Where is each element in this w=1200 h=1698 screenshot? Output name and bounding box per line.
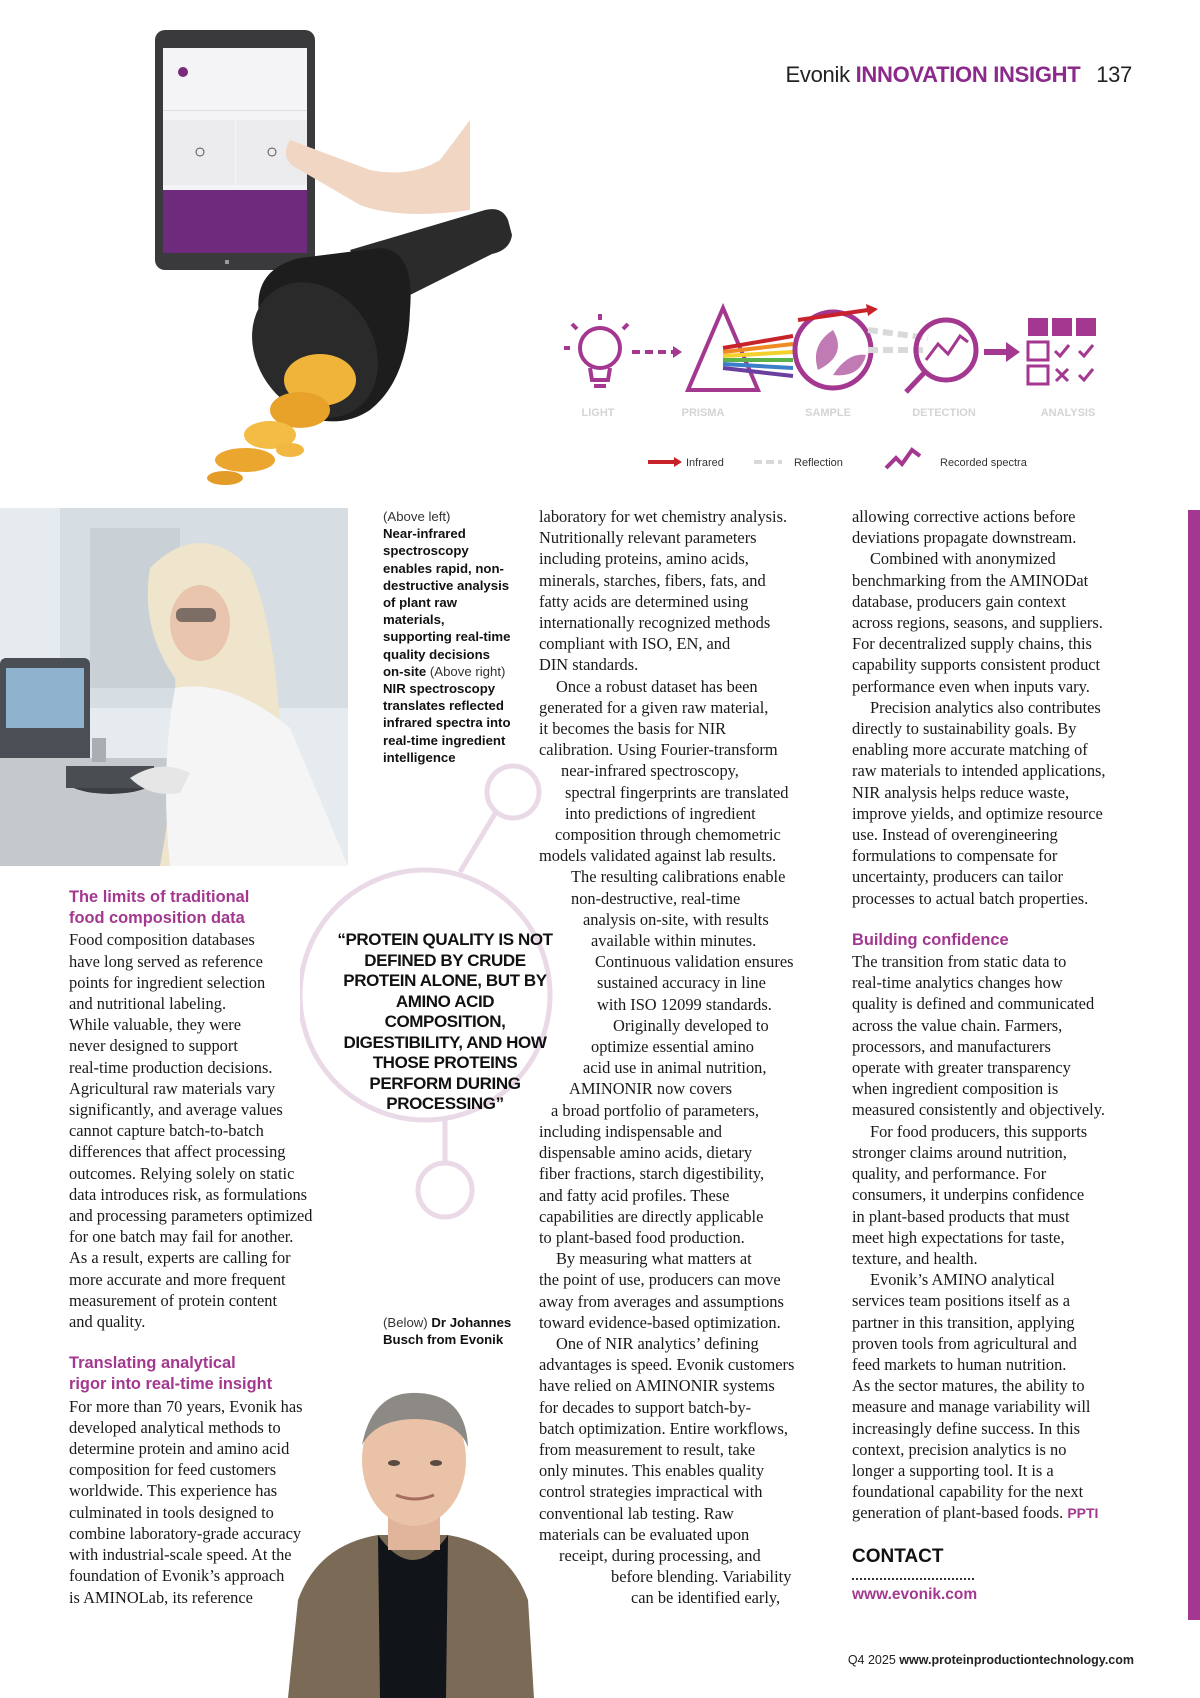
paragraph-translating: For more than 70 years, Evonik has developed analytical methods to determine protein and amino acid composition for feed customers worldwide. This experience has culminated in tools designed to combine laboratory-grade accuracy with industrial-scale speed. At the foundation of Evonik’s approach is AMINOLab, its reference [69,1396,303,1607]
sample-icon [795,304,878,388]
light-bulb-icon [564,314,628,386]
subheading-translating: Translating analytical rigor into real-time insight [69,1354,273,1394]
step-label-sample: SAMPLE [805,407,851,419]
side-accent-bar [1188,510,1200,1620]
step-label-analysis: ANALYSIS [1040,407,1096,419]
pull-quote: “PROTEIN QUALITY IS NOT DEFINED BY CRUDE PROTEIN ALONE, BUT BY AMINO ACID COMPOSITION, DIGESTIBILITY, AND HOW THOSE PROTEINS PERFORM DURING PROCESSING” [337,930,553,1113]
column-2: laboratory for wet chemistry analysis. Nutritionally relevant parameters including proteins, amino acids, minerals, starches, fibers, fats, and fatty acids are determined using internationally recognized methods compliant with ISO, EN, and DIN standards. Once a robust dataset has been generated for a given raw material, it becomes the basis for NIR calibration. Using Fourier-transform near-infrared spectroscopy, spectral fingerprints are translated into predictions of ingredient composition through chemometric models validated against lab results. The resulting calibrations enable non-destructive, real-time analysis on-site, with results available within minutes. Continuous validation ensures sustained accuracy in line with ISO 12099 standards. Originally developed to optimize essential amino acid use in animal nutrition, AMINONIR now covers a broad portfolio of parameters, including indispensable and dispensable amino acids, dietary fiber fractions, starch digestibility, and fatty acid profiles. These capabilities are directly applicable to plant-based food production. By measuring what matters at the point of use, producers can move away from averages and assumptions toward evidence-based optimization. One of NIR analytics’ defining advantages is speed. Evonik customers have relied on AMINONIR systems for decades to support batch-by- batch optimization. Entire workflows, from measurement to result, take only minutes. This enables quality control strategies impractical with conventional lab testing. Raw materials can be evaluated upon receipt, during processing, and before blending. Variability can be identified early, [539,507,795,1608]
end-mark: PPTI [1067,1505,1099,1522]
legend-infrared: Infrared [686,457,724,469]
contact-heading: CONTACT [852,1546,944,1567]
paragraph-building-confidence: The transition from static data to real-time analytics changes how quality is defined and communicated across the value chain. Farmers, processors, and manufacturers operate with greater transparency when ingredient composition is measured consistently and objectively. For food producers, this supports stronger claims around nutrition, quality, and performance. For consumers, it underpins confidence in plant-based products that must meet high expectations for taste, texture, and health. Evonik’s AMINO analytical services team positions itself as a partner in this transition, applying proven tools from agricultural and feed markets to human nutrition. As the sector matures, the ability to measure and manage variability will increasingly define success. In this context, precision analytics is no longer a supporting tool. It is a foundational capability for the next generation of plant-based foods. PPTI [852,952,1105,1523]
step-label-light: LIGHT [581,407,615,419]
caption-below [383,1314,513,1348]
step-label-prisma: PRISMA [681,407,725,419]
contact-divider [852,1578,974,1580]
subheading-building-confidence: Building confidence [852,930,1009,949]
caption-above-right-label: (Above right) [429,663,506,679]
footer-website-link[interactable]: www.proteinproductiontechnology.com [899,1653,1134,1667]
analysis-checklist-icon [1028,318,1096,384]
prism-icon [688,308,793,390]
subheading-limits: The limits of traditional food composition data [69,888,250,928]
caption-above-right-text: NIR spectroscopy translates reflected infrared spectra into real-time ingredient intelligence [383,681,511,765]
footer-issue: Q4 2025 [847,1653,896,1667]
step-label-detection: DETECTION [912,407,976,419]
paragraph-sustainability: allowing corrective actions before deviations propagate downstream. Combined with anonymized benchmarking from the AMINODat database, producers gain context across regions, seasons, and suppliers. For decentralized supply chains, this capability supports consistent product performance even when inputs vary. Precision analytics also contributes directly to sustainability goals. By enabling more accurate matching of raw materials to intended applications, NIR analysis helps reduce waste, improve yields, and optimize resource use. Instead of overengineering formulations to compensate for uncertainty, producers can tailor processes to actual batch properties. [852,507,1106,908]
lab-photo-nir-analysis [0,508,348,866]
header-brand: Evonik [785,62,850,87]
legend-reflection: Reflection [794,457,843,469]
legend-recorded-spectra: Recorded spectra [940,457,1027,469]
hero-photo-nir-scanner [140,20,540,490]
column-3 [852,506,1142,1525]
caption-below-label: (Below) [383,1315,428,1330]
page-footer [848,1653,1134,1667]
caption-above-left-text: Near-infrared spectroscopy enables rapid, non-destructive analysis of plant raw materials, supporting real-time quality decisions on-site [383,526,511,679]
nir-process-diagram [548,300,1108,480]
page-header [786,62,1132,88]
contact-link[interactable]: www.evonik.com [852,1586,978,1603]
column-1 [69,887,359,1608]
paragraph-limits: Food composition databases have long served as reference points for ingredient selection and nutritional labeling. While valuable, they were never designed to support real-time production decisions. Agricultural raw materials vary significantly, and average values cannot capture batch-to-batch differences that affect processing outcomes. Relying solely on static data introduces risk, as formulations and processing parameters optimized for one batch may fail for another. As a result, experts are calling for more accurate and more frequent measurement of protein content and quality. [69,930,313,1332]
caption-below-text: Dr Johannes Busch from Evonik [383,1315,512,1348]
caption-above-left-label: (Above left) [383,509,451,524]
header-section: INNOVATION INSIGHT [855,62,1081,87]
page-number: 137 [1096,62,1132,87]
caption-above [383,508,513,766]
detection-magnifier-icon [906,320,976,392]
